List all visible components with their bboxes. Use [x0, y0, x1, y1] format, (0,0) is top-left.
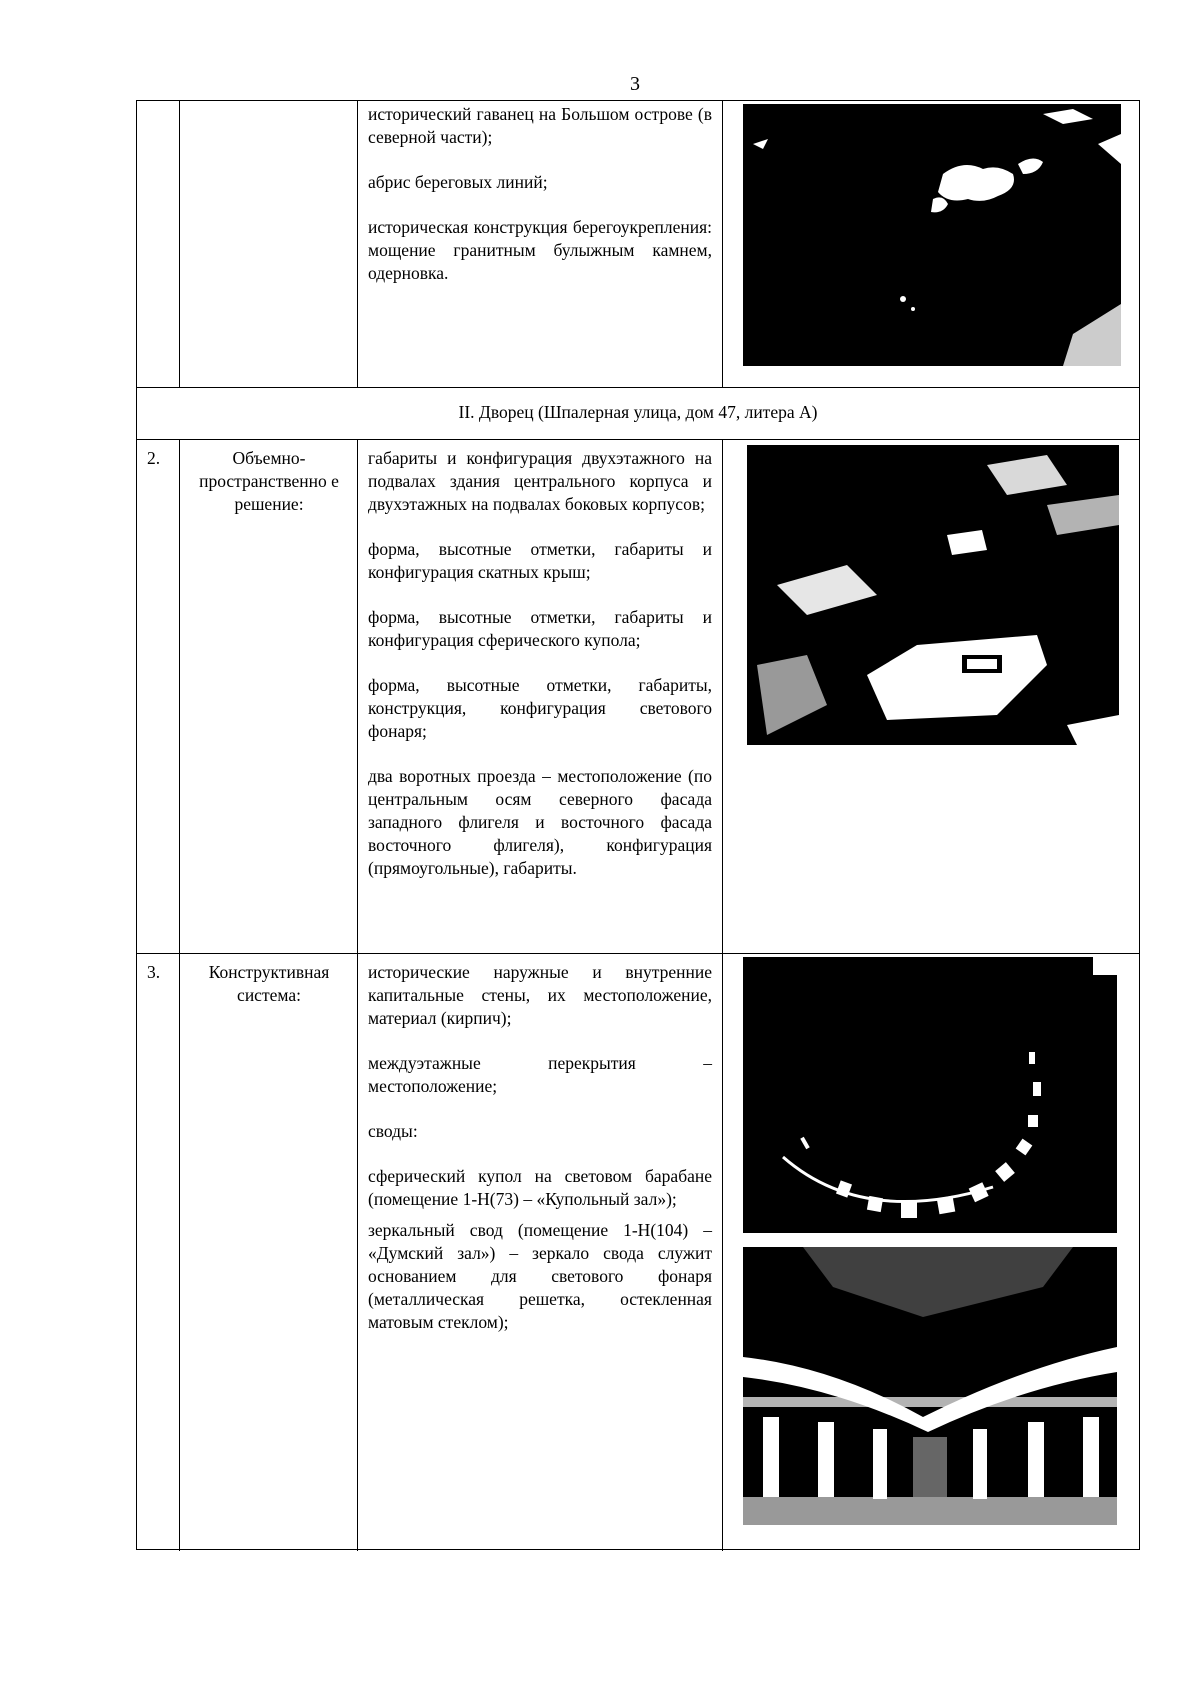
monument-table	[136, 100, 1140, 1550]
feature-item: исторический гаванец на Большом острове (в северной части);	[368, 104, 712, 147]
feature-item: форма, высотные отметки, габариты, конструкция, конфигурация светового фонаря;	[368, 675, 712, 741]
feature-item: историческая конструкция берегоукрепления: мощение гранитным булыжным камнем, одерновка.	[368, 217, 712, 283]
row3-features	[368, 961, 712, 1356]
column-divider	[179, 101, 180, 387]
row-label: Объемно-пространственно е решение:	[199, 448, 339, 514]
photo-palace-aerial	[747, 445, 1119, 745]
feature-item: форма, высотные отметки, габариты и конфигурация сферического купола;	[368, 607, 712, 650]
feature-item: сферический купол на световом барабане (помещение 1-Н(73) – «Купольный зал»);	[368, 1166, 712, 1209]
page-number: 3	[630, 73, 640, 95]
feature-item: междуэтажные перекрытия – местоположение;	[368, 1053, 712, 1096]
row-label: Конструктивная система:	[208, 962, 330, 1005]
feature-item: форма, высотные отметки, габариты и конфигурация скатных крыш;	[368, 539, 712, 582]
row-divider	[137, 953, 1139, 954]
photo-duma-hall	[743, 1247, 1117, 1525]
column-divider	[357, 439, 358, 1551]
row2-features	[368, 447, 712, 902]
feature-item: два воротных проезда – местоположение (по центральным осям северного фасада западного флигеля и восточного фасада восточного флигеля), конфигурация (прямоугольные), габариты.	[368, 766, 712, 878]
section-heading: II. Дворец (Шпалерная улица, дом 47, литера А)	[458, 402, 818, 422]
feature-item: исторические наружные и внутренние капитальные стены, их местоположение, материал (кирпич);	[368, 962, 712, 1028]
photo-dome-hall	[743, 957, 1117, 1233]
continuation-features	[368, 103, 712, 307]
row-number: 3.	[147, 962, 161, 982]
feature-item: зеркальный свод (помещение 1-Н(104) – «Думский зал») – зеркало свода служит основанием для светового фонаря (металлическая решетка, остекленная матовым стеклом);	[368, 1220, 712, 1332]
row-number: 2.	[147, 448, 161, 468]
column-divider	[357, 101, 358, 387]
row-divider	[137, 387, 1139, 388]
column-divider	[722, 439, 723, 1551]
feature-item: абрис береговых линий;	[368, 172, 548, 192]
photo-park-aerial	[743, 104, 1121, 366]
column-divider	[179, 439, 180, 1551]
column-divider	[722, 101, 723, 387]
feature-item: своды:	[368, 1121, 418, 1141]
feature-item: габариты и конфигурация двухэтажного на подвалах здания центрального корпуса и двухэтажных на подвалах боковых корпусов;	[368, 448, 712, 514]
row-divider	[137, 439, 1139, 440]
